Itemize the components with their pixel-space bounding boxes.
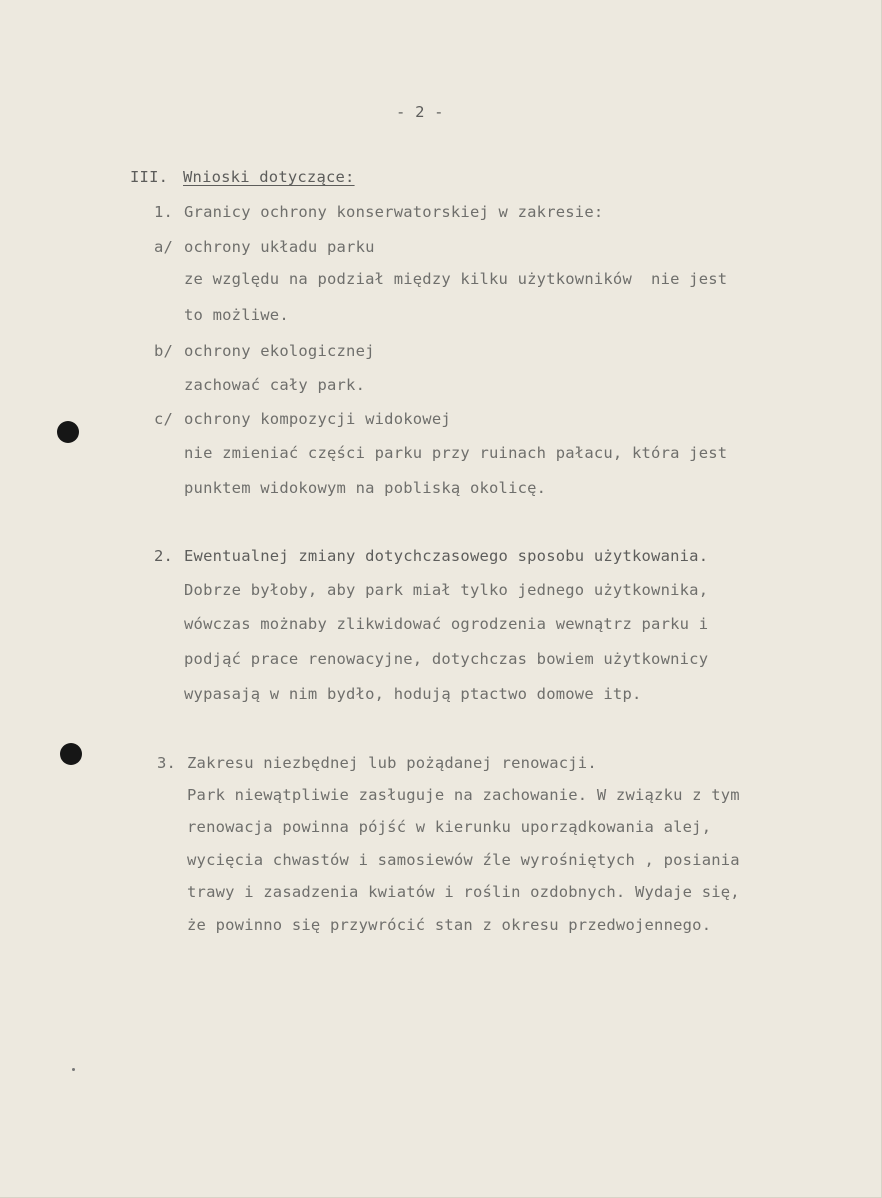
- item-1-title: Granicy ochrony konserwatorskiej w zakresie:: [184, 203, 604, 221]
- item-2-line-3: podjąć prace renowacyjne, dotychczas bowiem użytkownicy: [184, 650, 709, 668]
- item-3-number: 3.: [157, 754, 177, 772]
- page-number: - 2 -: [396, 103, 444, 121]
- section-numeral: III.: [130, 168, 169, 186]
- item-3-line-2: renowacja powinna pójść w kierunku uporządkowania alej,: [187, 818, 712, 836]
- item-2-line-1: Dobrze byłoby, aby park miał tylko jednego użytkownika,: [184, 581, 709, 599]
- item-1a-label: a/: [154, 238, 174, 256]
- item-1b-label: b/: [154, 342, 174, 360]
- item-3-line-4: trawy i zasadzenia kwiatów i roślin ozdobnych. Wydaje się,: [187, 883, 740, 901]
- item-2-line-4: wypasają w nim bydło, hodują ptactwo domowe itp.: [184, 685, 642, 703]
- item-1-number: 1.: [154, 203, 174, 221]
- item-2-number: 2.: [154, 547, 174, 565]
- item-2-line-2: wówczas możnaby zlikwidować ogrodzenia wewnątrz parku i: [184, 615, 709, 633]
- paper-speck: [72, 1068, 75, 1071]
- item-1c-line-1: nie zmieniać części parku przy ruinach pałacu, która jest: [184, 444, 728, 462]
- item-3-line-1: Park niewątpliwie zasługuje na zachowanie. W związku z tym: [187, 786, 740, 804]
- item-1c-title: ochrony kompozycji widokowej: [184, 410, 451, 428]
- item-1c-label: c/: [154, 410, 174, 428]
- item-3-line-3: wycięcia chwastów i samosiewów źle wyrośniętych , posiania: [187, 851, 740, 869]
- item-3-title: Zakresu niezbędnej lub pożądanej renowacji.: [187, 754, 597, 772]
- item-1b-line-1: zachować cały park.: [184, 376, 366, 394]
- item-3-line-5: że powinno się przywrócić stan z okresu przedwojennego.: [187, 916, 712, 934]
- item-1c-line-2: punktem widokowym na pobliską okolicę.: [184, 479, 547, 497]
- item-1a-line-2: to możliwe.: [184, 306, 289, 324]
- item-2-title: Ewentualnej zmiany dotychczasowego sposobu użytkowania.: [184, 547, 709, 565]
- item-1a-line-1: ze względu na podział między kilku użytkowników nie jest: [184, 270, 728, 288]
- punch-hole-bottom: [60, 743, 82, 765]
- section-heading: Wnioski dotyczące:: [183, 168, 355, 186]
- punch-hole-top: [57, 421, 79, 443]
- item-1a-title: ochrony układu parku: [184, 238, 375, 256]
- item-1b-title: ochrony ekologicznej: [184, 342, 375, 360]
